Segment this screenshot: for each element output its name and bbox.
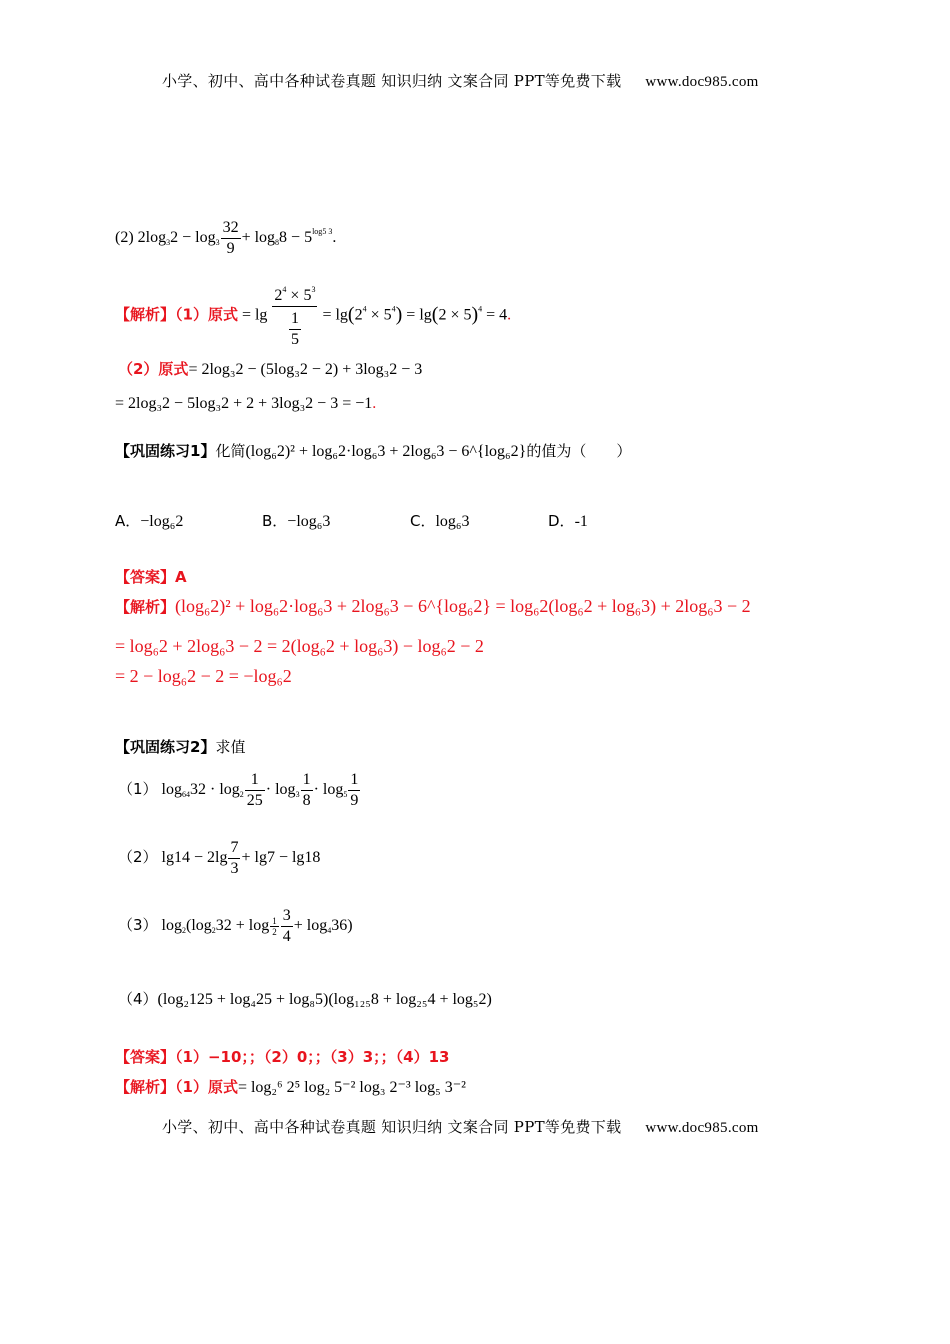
option-d[interactable]: D．-1 <box>548 512 588 530</box>
practice-2-answer: 【答案】（1）−10；；（2）0；；（3）3；；（4）13 <box>115 1048 450 1066</box>
page-header <box>162 70 759 91</box>
solution-part-1: 【解析】（1）原式 = lg $\frac{2^4 \times 5^3}{\frac{1}{5}}$ = $\lg(2^4 \times 5^4) = \lg(2 \times 5)^4 = 4$. <box>115 280 511 352</box>
practice-2-solution: 【解析】（1）原式= log₂⁶ 2⁵ log₂ 5⁻² log₃ 2⁻³ log₅ 3⁻² <box>115 1078 466 1096</box>
practice-2-title: 【巩固练习2】求值 <box>115 738 246 756</box>
practice-1-answer: 【答案】A <box>115 568 187 586</box>
footer-url: www.doc985.com <box>645 1120 759 1136</box>
practice-1-solution-line-1: 【解析】(log₆2)² + log₆2·log₆3 + 2log₆3 − 6^{log₆2} = log₆2(log₆2 + log₆3) + 2log₆3 − 2 <box>115 596 751 616</box>
practice-2-q1: （1） $\log_{64}32 \cdot \log_2$ $\frac{1}{25}$ · $\log_3$ $\frac{1}{8}$ · $\log_5$ $\frac{1}{9}$ <box>118 771 359 809</box>
practice-2-q2: （2） lg14 − 2lg $\frac{7}{3}$ + lg7 − lg18 <box>118 839 321 877</box>
practice-2-q3: （3） $\log_2(\log_232 + \log$ $\frac{1}{2}$ $\frac{3}{4}$ + $\log_436$) <box>118 907 353 945</box>
header-url: www.doc985.com <box>645 74 759 90</box>
solution-part-2-line-2: = 2log₃2 − 5log₃2 + 2 + 3log₃2 − 3 = −1. <box>115 395 377 412</box>
footer-text: 小学、初中、高中各种试卷真题 知识归纳 文案合同 PPT等免费下载 <box>162 1118 622 1136</box>
practice-1-solution-line-3: = 2 − log₆2 − 2 = −log₆2 <box>115 666 292 686</box>
option-a[interactable]: A．−log₆2 <box>115 512 184 530</box>
practice-1-solution-line-2: = log₆2 + 2log₆3 − 2 = 2(log₆2 + log₆3) − log₆2 − 2 <box>115 636 484 656</box>
practice-2-q4: （4）(log₂125 + log₄25 + log₈5)(log₁₂₅8 + log₂₅4 + log₅2) <box>118 990 492 1008</box>
practice-1-question: 【巩固练习1】化简(log₆2)² + log₆2·log₆3 + 2log₆3 − 6^{log₆2}的值为（ ） <box>115 442 632 460</box>
option-b[interactable]: B．−log₆3 <box>262 512 331 530</box>
fraction-2-4-5-3: $\frac{2^4 \times 5^3}{\frac{1}{5}}$ <box>272 280 317 352</box>
option-c[interactable]: C．log₆3 <box>410 512 470 530</box>
problem-2-expression: (2) $2\log_32 - \log_3$ $\frac{32}{9}$ + $\log_88 - 5^{log5 3}$. <box>115 219 337 257</box>
analysis-label: 【解析】 <box>115 305 176 324</box>
fraction-32-9: $\frac{32}{9}$ <box>222 219 239 257</box>
solution-part-2-line-1: （2）原式= 2log₃2 − (5log₃2 − 2) + 3log₃2 − 3 <box>118 360 423 378</box>
header-text: 小学、初中、高中各种试卷真题 知识归纳 文案合同 PPT等免费下载 <box>162 72 622 90</box>
page-footer <box>162 1116 759 1137</box>
